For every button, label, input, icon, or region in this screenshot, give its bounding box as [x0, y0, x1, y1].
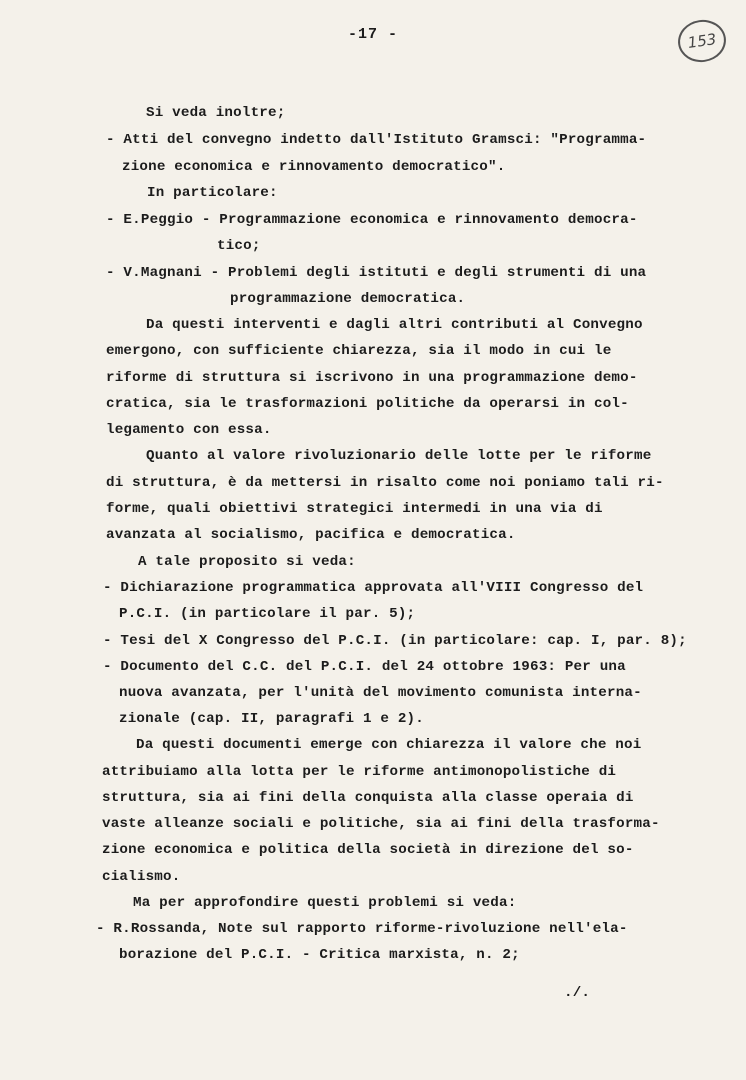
text-line: programmazione democratica.: [230, 291, 466, 307]
text-line: zione economica e politica della società in direzione del so-: [102, 842, 634, 858]
text-line: cialismo.: [102, 869, 181, 885]
page-number: -17 -: [347, 26, 398, 43]
text-line: riforme di struttura si iscrivono in una programmazione demo-: [106, 370, 638, 386]
text-line: nuova avanzata, per l'unità del movimento comunista interna-: [119, 685, 642, 701]
text-line: zione economica e rinnovamento democratico".: [122, 159, 506, 175]
text-line: tico;: [217, 238, 261, 254]
text-line: forme, quali obiettivi strategici intermedi in una via di: [106, 501, 603, 517]
text-line: A tale proposito si veda:: [138, 554, 356, 570]
text-line: - E.Peggio - Programmazione economica e rinnovamento democra-: [106, 212, 638, 228]
text-line: vaste alleanze sociali e politiche, sia ai fini della trasforma-: [102, 816, 660, 832]
text-line: In particolare:: [147, 185, 278, 201]
text-line: - Dichiarazione programmatica approvata all'VIII Congresso del: [103, 580, 644, 596]
text-line: avanzata al socialismo, pacifica e democratica.: [106, 527, 516, 543]
text-line: Quanto al valore rivoluzionario delle lotte per le riforme: [146, 448, 652, 464]
text-line: - Documento del C.C. del P.C.I. del 24 ottobre 1963: Per una: [103, 659, 626, 675]
text-line: attribuiamo alla lotta per le riforme antimonopolistiche di: [102, 764, 617, 780]
text-line: struttura, sia ai fini della conquista alla classe operaia di: [102, 790, 634, 806]
text-line: - V.Magnani - Problemi degli istituti e degli strumenti di una: [106, 265, 647, 281]
text-line: - R.Rossanda, Note sul rapporto riforme-rivoluzione nell'ela-: [96, 921, 628, 937]
text-line: Da questi interventi e dagli altri contributi al Convegno: [146, 317, 643, 333]
text-line: di struttura, è da mettersi in risalto come noi poniamo tali ri-: [106, 475, 664, 491]
archive-stamp: 153: [675, 17, 728, 65]
text-line: emergono, con sufficiente chiarezza, sia il modo in cui le: [106, 343, 612, 359]
text-line: zionale (cap. II, paragrafi 1 e 2).: [119, 711, 424, 727]
text-line: - Tesi del X Congresso del P.C.I. (in particolare: cap. I, par. 8);: [103, 633, 687, 649]
text-line: - Atti del convegno indetto dall'Istituto Gramsci: "Programma-: [106, 132, 647, 148]
text-line: borazione del P.C.I. - Critica marxista, n. 2;: [119, 947, 520, 963]
continuation-mark: ./.: [564, 985, 591, 1001]
text-line: Ma per approfondire questi problemi si veda:: [133, 895, 517, 911]
text-line: cratica, sia le trasformazioni politiche da operarsi in col-: [106, 396, 629, 412]
text-line: legamento con essa.: [106, 422, 272, 438]
text-line: Da questi documenti emerge con chiarezza il valore che noi: [136, 737, 642, 753]
text-line: P.C.I. (in particolare il par. 5);: [119, 606, 416, 622]
text-line: Si veda inoltre;: [146, 105, 286, 121]
